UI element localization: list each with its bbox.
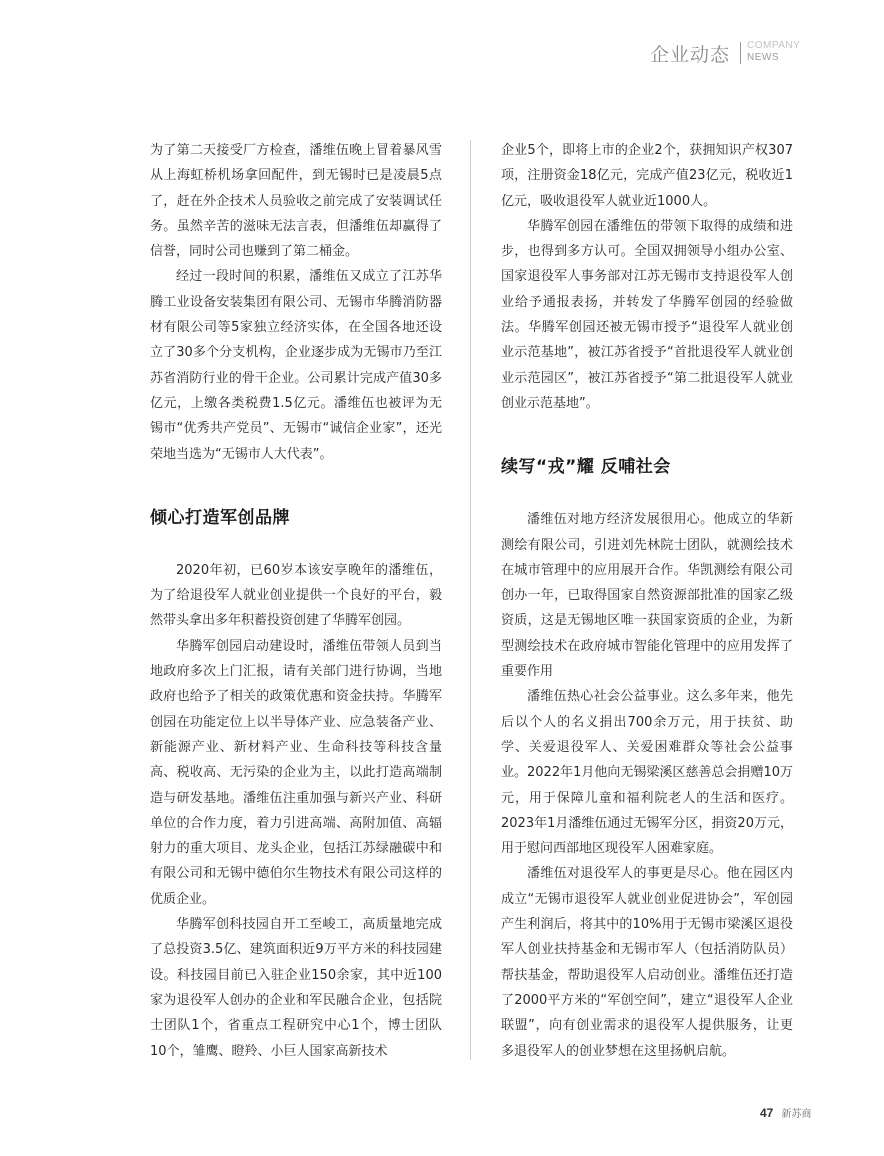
paragraph: 华腾军创园在潘维伍的带领下取得的成绩和进步，也得到多方认可。全国双拥领导小组办公室、国家退役军人事务部对江苏无锡市支持退役军人创业给予通报表扬，并转发了华腾军创园的经验做法。华腾军创园还被无锡市授予“退役军人就业创业示范基地”，被江苏省授予“首批退役军人就业创业示范园区”，被江苏省授予“第二批退役军人就业创业示范基地”。 <box>501 218 793 411</box>
header-divider <box>740 42 741 64</box>
right-column <box>501 138 793 1064</box>
section-heading: 续写“戎”耀 反哺社会 <box>501 457 671 478</box>
paragraph: 企业5个，即将上市的企业2个，获拥知识产权307项，注册资金18亿元，完成产值23亿元，税收近1亿元，吸收退役军人就业近1000人。 <box>501 143 793 209</box>
left-column <box>150 138 442 1064</box>
paragraph: 华腾军创科技园自开工至峻工，高质量地完成了总投资3.5亿、建筑面积近9万平方米的科技园建设。科技园目前已入驻企业150余家，其中近100家为退役军人创办的企业和军民融合企业，包括院士团队1个，省重点工程研究中心1个，博士团队10个，雏鹰、瞪羚、小巨人国家高新技术 <box>150 917 442 1059</box>
page-footer <box>760 1102 811 1121</box>
paragraph: 潘维伍热心社会公益事业。这么多年来，他先后以个人的名义捐出700余万元，用于扶贫、助学、关爱退役军人、关爱困难群众等社会公益事业。2022年1月他向无锡梁溪区慈善总会捐赠10万元，用于保障儿童和福利院老人的生活和医疗。2023年1月潘维伍通过无锡军分区，捐资20万元，用于慰问西部地区现役军人困难家庭。 <box>501 689 793 857</box>
page-number: 47 <box>760 1106 774 1120</box>
section-heading: 倾心打造军创品牌 <box>150 507 290 528</box>
paragraph: 经过一段时间的积累，潘维伍又成立了江苏华腾工业设备安装集团有限公司、无锡市华腾消防器材有限公司等5家独立经济实体，在全国各地还设立了30多个分支机构，企业逐步成为无锡市乃至江苏省消防行业的骨干企业。公司累计完成产值30多亿元，上缴各类税费1.5亿元。潘维伍也被评为无锡市“优秀共产党员”、无锡市“诚信企业家”，还光荣地当选为“无锡市人大代表”。 <box>150 269 442 462</box>
paragraph: 2020年初，已60岁本该安享晚年的潘维伍，为了给退役军人就业创业提供一个良好的平台，毅然带头拿出多年积蓄投资创建了华腾军创园。 <box>150 562 442 629</box>
section-title-en-line1: COMPANY <box>747 40 801 51</box>
paragraph: 为了第二天接受厂方检查，潘维伍晚上冒着暴风雪从上海虹桥机场拿回配件，到无锡时已是凌晨5点了，赶在外企技术人员验收之前完成了安装调试任务。虽然辛苦的滋味无法言表，但潘维伍却赢得了信誉，同时公司也赚到了第二桶金。 <box>150 143 442 260</box>
section-title-cn: 企业动态 <box>650 44 731 66</box>
paragraph: 华腾军创园启动建设时，潘维伍带领人员到当地政府多次上门汇报，请有关部门进行协调，当地政府也给予了相关的政策优惠和资金扶持。华腾军创园在功能定位上以半导体产业、应急装备产业、新能源产业、新材料产业、生命科技等科技含量高、税收高、无污染的企业为主，以此打造高端制造与研发基地。潘维伍注重加强与新兴产业、科研单位的合作力度，着力引进高端、高附加值、高辐射力的重大项目、龙头企业，包括江苏绿融碳中和有限公司和无锡中德伯尔生物技术有限公司这样的优质企业。 <box>150 638 442 907</box>
paragraph: 潘维伍对地方经济发展很用心。他成立的华新测绘有限公司，引进刘先林院士团队，就测绘技术在城市管理中的应用展开合作。华凯测绘有限公司创办一年，已取得国家自然资源部批准的国家乙级资质，这是无锡地区唯一获国家资质的企业，为新型测绘技术在政府城市智能化管理中的应用发挥了重要作用 <box>501 512 793 680</box>
paragraph: 潘维伍对退役军人的事更是尽心。他在园区内成立“无锡市退役军人就业创业促进协会”，军创园产生利润后，将其中的10%用于无锡市梁溪区退役军人创业扶持基金和无锡市军人（包括消防队员）帮扶基金，帮助退役军人启动创业。潘维伍还打造了2000平方米的“军创空间”，建立“退役军人企业联盟”，向有创业需求的退役军人提供服务，让更多退役军人的创业梦想在这里扬帆启航。 <box>501 866 793 1059</box>
section-title-en-line2: NEWS <box>747 52 779 63</box>
section-header <box>650 38 850 70</box>
column-divider <box>470 140 471 1060</box>
magazine-name: 新苏商 <box>781 1109 812 1120</box>
